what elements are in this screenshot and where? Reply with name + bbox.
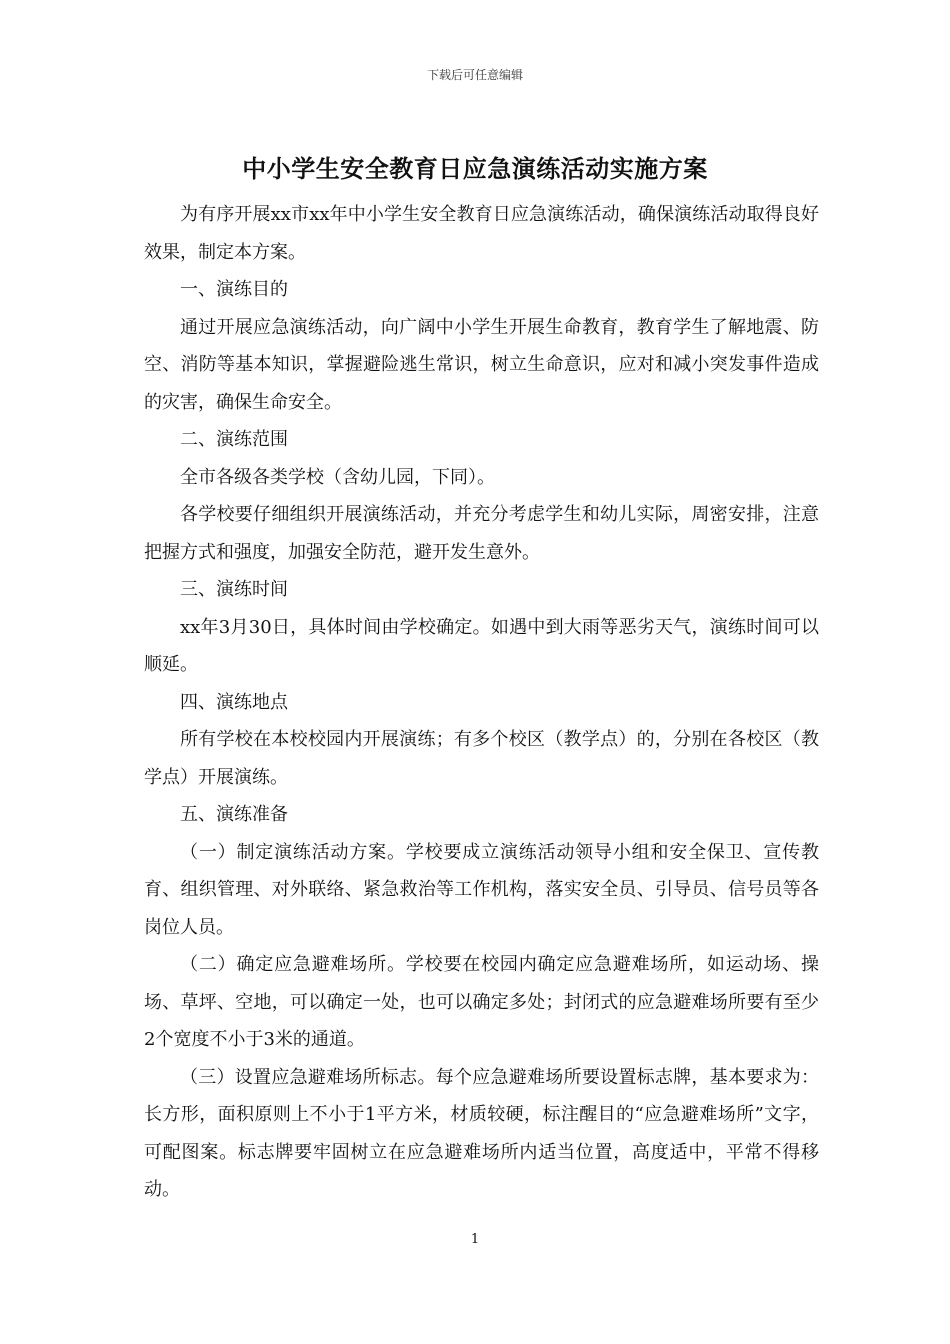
document-body bbox=[144, 196, 819, 1209]
section-heading-location: 四、演练地点 bbox=[180, 691, 288, 713]
preparation-item-2: （二）确定应急避难场所。学校要在校园内确定应急避难场所，如运动场、操场、草坪、空地，可以确定一处，也可以确定多处；封闭式的应急避难场所要有至少2个宽度不小于3米的通道。 bbox=[144, 954, 819, 1050]
scope-detail-paragraph: 各学校要仔细组织开展演练活动，并充分考虑学生和幼儿实际，周密安排，注意把握方式和强度，加强安全防范，避开发生意外。 bbox=[144, 504, 819, 563]
document-title: 中小学生安全教育日应急演练活动实施方案 bbox=[242, 155, 708, 183]
preparation-item-3: （三）设置应急避难场所标志。每个应急避难场所要设置标志牌，基本要求为：长方形，面积原则上不小于1平方米，材质较硬，标注醒目的“应急避难场所”文字，可配图案。标志牌要牢固树立在应急避难场所内适当位置，高度适中，平常不得移动。 bbox=[144, 1066, 819, 1200]
purpose-paragraph: 通过开展应急演练活动，向广阔中小学生开展生命教育，教育学生了解地震、防空、消防等基本知识，掌握避险逃生常识，树立生命意识，应对和减小突发事件造成的灾害，确保生命安全。 bbox=[144, 316, 819, 413]
section-heading-time: 三、演练时间 bbox=[180, 579, 288, 600]
intro-paragraph: 为有序开展xx市xx年中小学生安全教育日应急演练活动，确保演练活动取得良好效果，制定本方案。 bbox=[144, 204, 819, 263]
section-heading-purpose: 一、演练目的 bbox=[180, 279, 288, 300]
preparation-item-1: （一）制定演练活动方案。学校要成立演练活动领导小组和安全保卫、宣传教育、组织管理、对外联络、紧急救治等工作机构，落实安全员、引导员、信号员等各岗位人员。 bbox=[144, 841, 819, 938]
section-heading-preparation: 五、演练准备 bbox=[180, 804, 288, 825]
scope-paragraph: 全市各级各类学校（含幼儿园，下同）。 bbox=[180, 466, 495, 488]
header-note: 下载后可任意编辑 bbox=[426, 68, 523, 82]
section-heading-scope: 二、演练范围 bbox=[180, 429, 288, 450]
page-number: 1 bbox=[470, 1232, 480, 1247]
time-paragraph: xx年3月30日，具体时间由学校确定。如遇中到大雨等恶劣天气，演练时间可以顺延。 bbox=[144, 616, 819, 675]
location-paragraph: 所有学校在本校校园内开展演练；有多个校区（教学点）的，分别在各校区（教学点）开展演练。 bbox=[144, 729, 819, 788]
